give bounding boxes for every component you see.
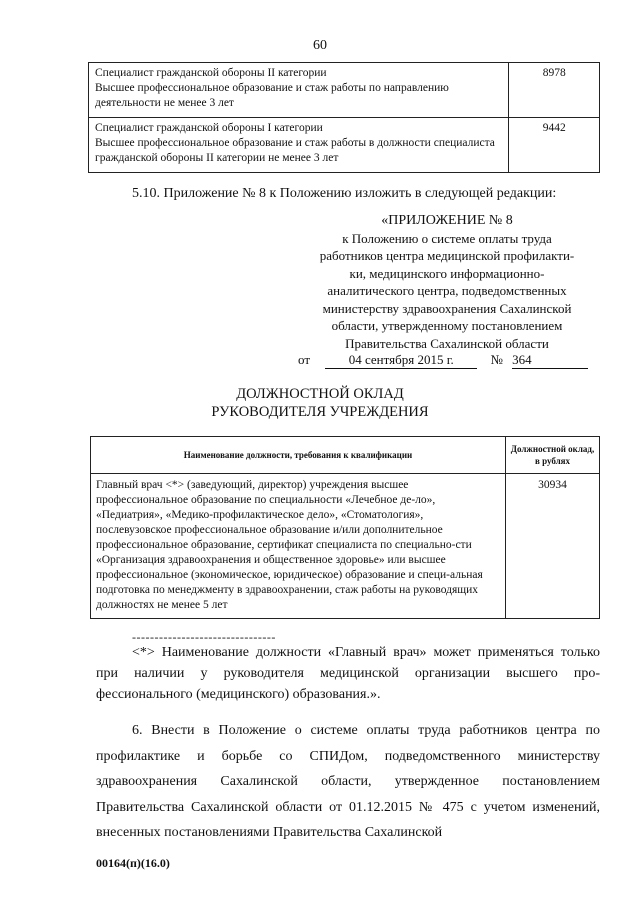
order-date: 04 сентября 2015 г. <box>325 352 477 369</box>
table-header-row <box>91 437 600 474</box>
table-row <box>89 63 600 118</box>
appendix-header <box>294 212 600 352</box>
position-cell <box>89 118 509 173</box>
position-description: Главный врач <*> (заведующий, директор) учреждения высшее профессиональное образование по специальности «Лечебное де-ло», «Педиатрия», «Медико-профилактическое дело», «Стоматология», послевузовское профессиональное образование и/или дополнительное профессиональное образование, сертификат специалиста по специально-сти «Организация здравоохранения и общественное здоровье» или высшее профессиональное (экономическое, юридическое) образование и специ-альная подготовка по менеджменту в здравоохранении, стаж работы на руководящих должностях не менее 5 лет <box>91 474 506 619</box>
salary-cell: 30934 <box>506 474 600 619</box>
position-requirement: Высшее профессиональное образование и стаж работы по направлению деятельности не менее 3 лет <box>95 82 449 109</box>
position-requirement: Высшее профессиональное образование и стаж работы в должности специалиста гражданской обороны II категории не менее 3 лет <box>95 137 495 164</box>
order-reference <box>298 352 588 369</box>
appendix-title: «ПРИЛОЖЕНИЕ № 8 <box>381 213 513 228</box>
paragraph-5-10: 5.10. Приложение № 8 к Положению изложить в следующей редакции: <box>132 186 557 201</box>
appendix-line: ки, медицинского информационно- <box>349 265 545 281</box>
salary-table <box>90 436 600 619</box>
appendix-line: министерству здравоохранения Сахалинской <box>322 300 572 316</box>
salary-cell: 9442 <box>509 118 600 173</box>
appendix-line: к Положению о системе оплаты труда <box>342 230 552 246</box>
footnote-separator: -------------------------------- <box>132 630 276 644</box>
number-label: № <box>490 352 503 367</box>
salary-cell: 8978 <box>509 63 600 118</box>
appendix-line: аналитического центра, подведомственных <box>327 283 567 298</box>
appendix-line: Правительства Сахалинской области <box>345 335 549 351</box>
position-title: Специалист гражданской обороны I категории <box>95 122 323 134</box>
from-label: от <box>298 352 311 367</box>
column-header-position: Наименование должности, требования к квалификации <box>91 437 506 474</box>
appendix-line: работников центра медицинской профилакти- <box>319 248 575 263</box>
footnote: <*> Наименование должности «Главный врач» может применяться только при наличии у руководителя медицинской организации высшего про-фессионального (медицинского) образования.». <box>96 645 600 702</box>
title-line-1: ДОЛЖНОСТНОЙ ОКЛАД <box>236 386 404 402</box>
page-number: 60 <box>313 38 327 53</box>
order-number: 364 <box>512 352 588 369</box>
appendix-line: области, утвержденному постановлением <box>331 318 563 333</box>
paragraph-6: 6. Внести в Положение о системе оплаты труда работников центра по профилактике и борьбе со СПИДом, подведомственного министерству здравоохранения Сахалинской области, утвержденное постановлением Правительства Сахалинской области от 01.12.2015 № 475 с учетом изменений, внесенных постановлениями Правительства Сахалинской <box>96 723 600 840</box>
position-cell <box>89 63 509 118</box>
title-line-2: РУКОВОДИТЕЛЯ УЧРЕЖДЕНИЯ <box>211 404 429 420</box>
table-row <box>91 474 600 619</box>
table-row <box>89 118 600 173</box>
section-title <box>0 385 640 421</box>
document-code: 00164(п)(16.0) <box>96 856 170 870</box>
column-header-salary: Должностной оклад, в рублях <box>506 437 600 474</box>
position-title: Специалист гражданской обороны II категории <box>95 67 327 79</box>
qualification-table-continued <box>88 62 600 173</box>
